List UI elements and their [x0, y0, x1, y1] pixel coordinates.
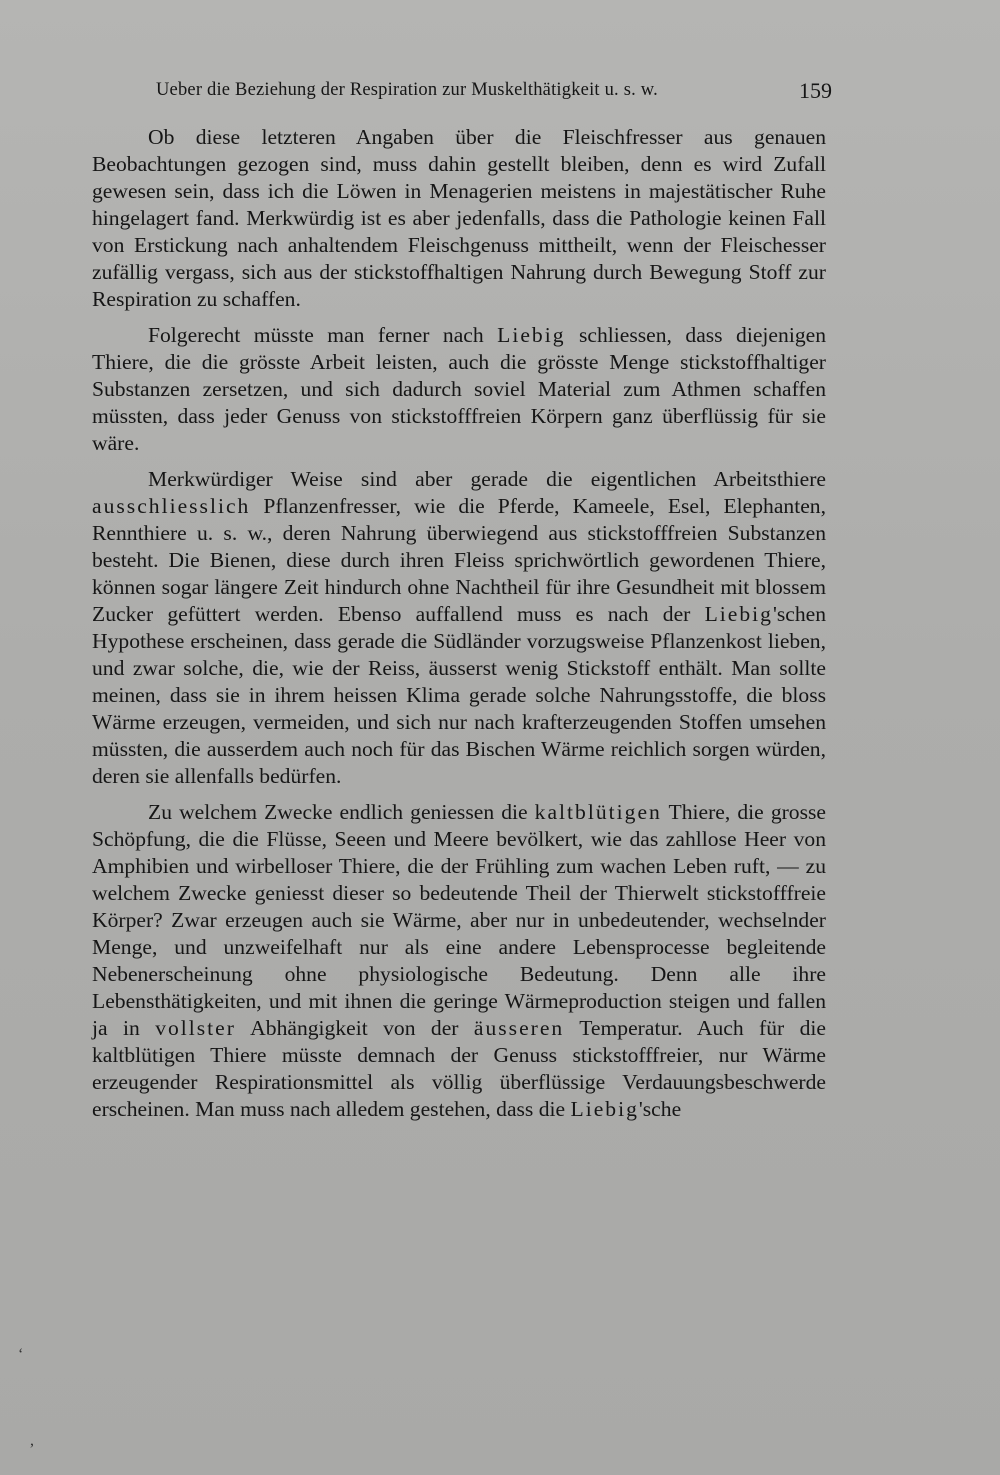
spaced-emphasis: vollster — [155, 1016, 236, 1040]
text-run: Merkwürdiger Weise sind aber gerade die eigentlichen Arbeitsthiere — [148, 467, 826, 491]
text-run: 'sche — [638, 1097, 682, 1121]
spaced-emphasis: äusseren — [473, 1016, 565, 1040]
paragraph — [92, 799, 826, 1123]
page-number: 159 — [799, 78, 832, 103]
text-run: 'schen Hypothese erscheinen, dass gerade die Südländer vorzugsweise Pflanzenkost lieben, und zwar solche, die, wie der Reiss, äusserst wenig Stickstoff enthält. Man sollte meinen, dass sie in ihrem heissen Klima gerade solche Nahrungsstoffe, die bloss Wärme erzeugen, vermeiden, und sich nur nach krafterzeugenden Stoffen umsehen müssten, die ausserdem auch noch für das Bischen Wärme reichlich sorgen würden, deren sie allenfalls bedürfen. — [92, 602, 826, 788]
text-run: schliessen, dass diejenigen Thiere, die die grösste Arbeit leisten, auch die grösste Menge stickstoffhaltiger Substanzen zersetzen, und sich dadurch soviel Material zum Athmen schaffen müssten, dass jeder Genuss von stickstofffreien Körpern ganz überflüssig für sie wäre. — [92, 323, 826, 455]
text-run: Folgerecht müsste man ferner nach — [148, 323, 498, 347]
text-run: Abhängigkeit von der — [235, 1016, 474, 1040]
spaced-emphasis: Liebig — [497, 323, 566, 347]
text-run: Temperatur. Auch für die kaltblütigen Thiere müsste demnach der Genuss stickstofffreier, nur Wärme erzeugender Respirationsmittel als völlig überflüssige Verdauungsbeschwerde erscheinen. Man muss nach alledem gestehen, dass die — [92, 1016, 826, 1121]
spaced-emphasis: ausschliesslich — [92, 494, 251, 518]
spaced-emphasis: kaltblütigen — [534, 800, 662, 824]
body-text — [92, 124, 826, 1132]
text-run: Ob diese letzteren Angaben über die Fleischfresser aus genauen Beobachtungen gezogen sind, muss dahin gestellt bleiben, denn es wird Zufall gewesen sein, dass ich die Löwen in Menagerien meistens in majestätischer Ruhe hingelagert fand. Merkwürdig ist es aber jedenfalls, dass die Pathologie keinen Fall von Erstickung nach anhaltendem Fleischgenuss mittheilt, wenn der Fleischesser zufällig vergass, sich aus der stickstoffhaltigen Nahrung durch Bewegung Stoff zur Respiration zu schaffen. — [92, 125, 826, 311]
text-run: Zu welchem Zwecke endlich geniessen die — [148, 800, 535, 824]
ink-speck: ‘ — [18, 1346, 24, 1363]
spaced-emphasis: Liebig — [704, 602, 773, 626]
running-title: Ueber die Beziehung der Respiration zur Muskelthätigkeit u. s. w. — [156, 80, 658, 100]
running-header — [92, 78, 832, 108]
paragraph — [92, 322, 826, 457]
paragraph — [92, 124, 826, 313]
ink-speck: , — [30, 1432, 34, 1449]
spaced-emphasis: Liebig — [570, 1097, 639, 1121]
paragraph — [92, 466, 826, 790]
text-run: Pflanzenfresser, wie die Pferde, Kameele, Esel, Elephanten, Rennthiere u. s. w., deren Nahrung überwiegend aus stickstofffreien Substanzen besteht. Die Bienen, diese durch ihren Fleiss sprichwörtlich gewordenen Thiere, können sogar längere Zeit hindurch ohne Nachtheil für ihre Gesundheit mit blossem Zucker gefüttert werden. Ebenso auffallend muss es nach der — [92, 494, 826, 626]
text-run: Thiere, die grosse Schöpfung, die die Flüsse, Seeen und Meere bevölkert, wie das zahllose Heer von Amphibien und wirbelloser Thiere, die der Frühling zum wachen Leben ruft, — zu welchem Zwecke geniesst dieser so bedeutende Theil der Thierwelt stickstofffreie Körper? Zwar erzeugen auch sie Wärme, aber nur in unbedeutender, wechselnder Menge, und unzweifelhaft nur als eine andere Lebensprocesse begleitende Nebenerscheinung ohne physiologische Bedeutung. Denn alle ihre Lebensthätigkeiten, und mit ihnen die geringe Wärmeproduction steigen und fallen ja in — [92, 800, 826, 1040]
